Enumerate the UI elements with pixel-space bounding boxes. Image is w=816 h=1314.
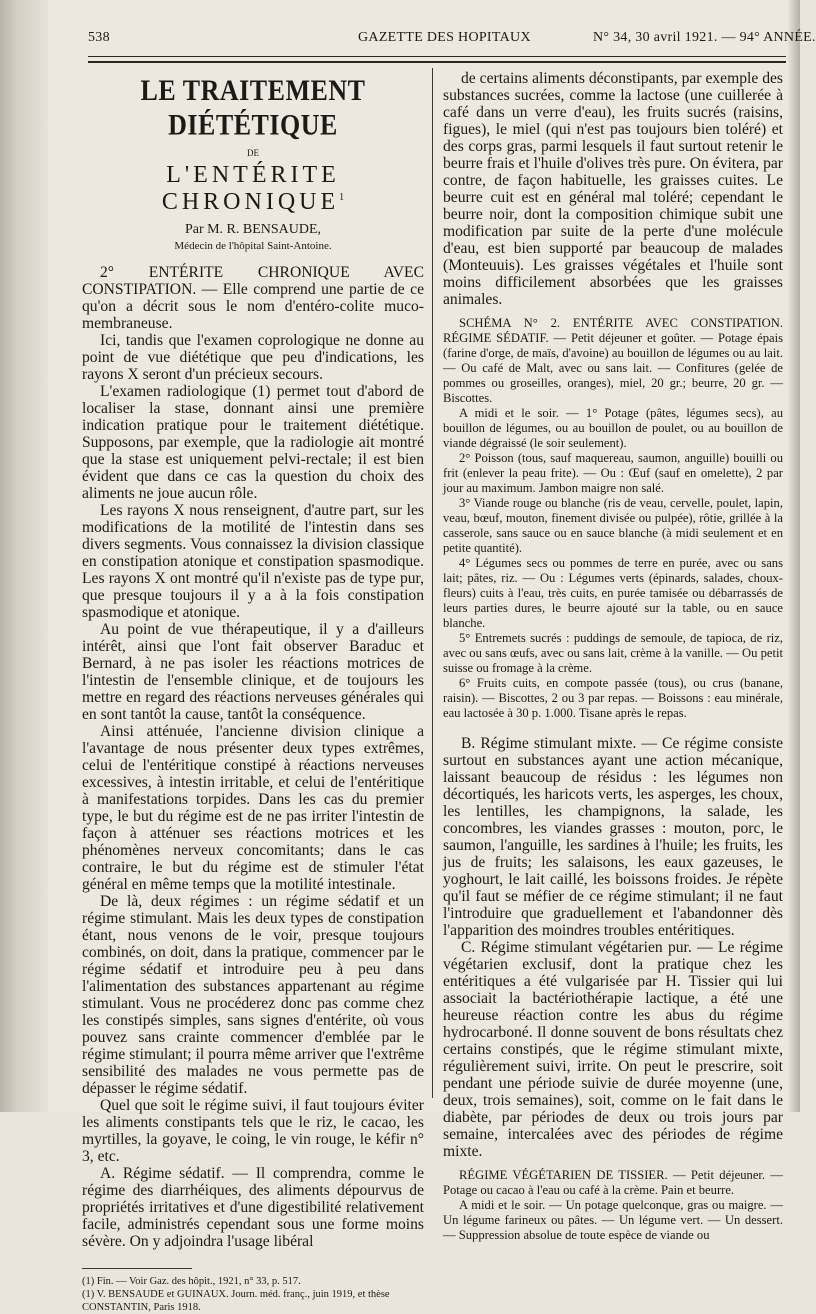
body-paragraph: B. Régime stimulant mixte. — Ce régime consiste surtout en substances ayant une action mécanique, laissant beaucoup de résidus : les légumes non décortiqués, les haricots verts, les asperges, les choux, les lentilles, les champignons, la salade, les concombres, les viandes grasses : mouton, porc, le saumon, l'anguille, les sardines à l'huile; les fruits, les jus de fruits; les salaisons, les eaux gazeuses, le yoghourt, le lait caillé, les boissons froides. Je répète qu'il faut se méfier de ce régime stimulant; il ne faut l'introduire que graduellement et l'abandonner dès l'apparition des moindres troubles entéritiques. <box>443 735 783 939</box>
right-column <box>443 70 783 1243</box>
author-affiliation: Médecin de l'hôpital Saint-Antoine. <box>174 240 332 252</box>
menu-paragraph: 4° Légumes secs ou pommes de terre en purée, avec ou sans lait; pâtes, riz. — Ou : Légumes verts (épinards, salades, choux-fleurs) cuits à l'eau, très cuits, en purée tamisée ou débarrassés de leurs parties dures, le beurre ajouté sur la table, ou en sauce blanche. <box>443 556 783 630</box>
left-body-text <box>82 264 424 1250</box>
body-paragraph: Les rayons X nous renseignent, d'autre part, sur les modifications de la motilité de l'intestin dans ses divers segments. Vous connaissez la division classique en constipation atonique et constipation spasmodique. Les rayons X ont montré qu'il n'existe pas de type pur, que presque toujours il y a à la fois constipation spasmodique et atonique. <box>82 502 424 621</box>
running-header <box>88 30 816 52</box>
footnote: (1) Fin. — Voir Gaz. des hôpit., 1921, n° 33, p. 517. <box>82 1276 301 1287</box>
menu-paragraph: 6° Fruits cuits, en compote passée (tous), ou crus (banane, raisin). — Biscottes, 2 ou 3 par repas. — Boissons : eau minérale, eau lactosée à 30 p. 1.000. Tisane après le repas. <box>443 676 783 720</box>
article-title-de: DE <box>247 148 259 158</box>
body-paragraph: C. Régime stimulant végétarien pur. — Le régime végétarien exclusif, dont la pratique chez les entéritiques a été vulgarisée par H. Tissier qui lui associait la bactériothérapie lactique, a été une heureuse réaction contre les abus du régime hydrocarboné. Il donne souvent de bons résultats chez certains constipés, que le régime stimulant mixte, régulièrement suivi, irrite. On peut le prescrire, soit pendant une période suivie de durée moyenne (une, deux, trois semaines), soit, comme on le fait dans le diabète, par périodes de deux ou trois jours par semaine, intercalées avec des périodes de régime mixte. <box>443 939 783 1160</box>
article-title-line1: LE TRAITEMENT DIÉTÉTIQUE <box>140 73 366 142</box>
article-author: Par M. R. BENSAUDE, <box>184 222 322 237</box>
body-paragraph: Quel que soit le régime suivi, il faut toujours éviter les aliments constipants tels que le riz, le cacao, les myrtilles, la goyave, le coing, le vin rouge, le kéfir n° 3, etc. <box>82 1097 424 1165</box>
header-rule-thick <box>88 61 786 63</box>
body-paragraph: L'examen radiologique (1) permet tout d'abord de localiser la stase, donnant ainsi une première indication pratique pour le traitement diététique. Supposons, par exemple, que la radiologie ait montré que la stase est uniquement pelvi-rectale; il est bien évident que dans ce cas la question du choix des aliments ne joue aucun rôle. <box>82 383 424 502</box>
page-number: 538 <box>88 30 110 45</box>
title-note-marker: 1 <box>339 192 345 203</box>
menu-paragraph: RÉGIME VÉGÉTARIEN DE TISSIER. — Petit déjeuner. — Potage ou cacao à l'eau ou café à la crème. Pain et beurre. <box>443 1168 783 1197</box>
binding-gutter <box>0 0 48 1112</box>
right-body-middle <box>443 735 783 1160</box>
body-paragraph: de certains aliments déconstipants, par exemple des substances sucrées, comme la lactose (une cuillerée à café dans un verre d'eau), les fruits sucrés (raisins, figues), le miel (qui n'est pas toujours bien toléré) et des corps gras, parmi lesquels il faut surtout retenir le beurre frais et l'huile d'olives très pure. On évitera, par contre, de façon habituelle, les graisses cuites. Le beurre cuit est en général mal toléré; cependant le beurre noir, dont la composition chimique subit une modification par suite de la perte d'une molécule d'eau, est bien supporté par beaucoup de malades (Monteuuis). Les graisses végétales et l'huile sont moins difficilement absorbées que les graisses animales. <box>443 70 783 308</box>
body-paragraph: Au point de vue thérapeutique, il y a d'ailleurs intérêt, ainsi que l'ont fait observer Baraduc et Bernard, à ne pas isoler les réactions motrices de l'intestin de l'ensemble clinique, et de toujours les mettre en regard des réactions nerveuses générales qui en sont tantôt la cause, tantôt la conséquence. <box>82 621 424 723</box>
footnote-separator <box>82 1268 192 1269</box>
page-edge-shadow <box>788 0 800 1112</box>
right-body-top <box>443 70 783 308</box>
menu-paragraph: 5° Entremets sucrés : puddings de semoule, de tapioca, de riz, avec ou sans œufs, avec ou sans lait, crème à la vanille. — Ou petit suisse ou fromage à la crème. <box>443 631 783 675</box>
menu-paragraph: A midi et le soir. — Un potage quelconque, gras ou maigre. — Un légume farineux ou pâtes. — Un légume vert. — Un dessert. — Suppression absolue de toute espèce de viande ou <box>443 1198 783 1242</box>
header-rule-thin <box>88 56 786 57</box>
column-divider <box>432 68 433 1098</box>
body-paragraph: Ainsi atténuée, l'ancienne division clinique a l'avantage de nous présenter deux types extrêmes, celui de l'entéritique constipé à réactions nerveuses excessives, à intestin irritable, et celui de l'entéritique à manifestations torpides. Dans les cas du premier type, le but du régime est de ne pas irriter l'intestin de façon à atténuer ses réactions motrices et les phénomènes nerveux concomitants; dans le cas contraire, le but du régime est de stimuler l'état général en même temps que la motilité intestinale. <box>82 723 424 893</box>
footnotes <box>82 1275 424 1314</box>
menu-paragraph: A midi et le soir. — 1° Potage (pâtes, légumes secs), au bouillon de légumes, ou au bouillon de poulet, ou au bouillon de viande dégraissé (le soir seulement). <box>443 406 783 450</box>
schema-2-menu <box>443 316 783 721</box>
body-paragraph: A. Régime sédatif. — Il comprendra, comme le régime des diarrhéiques, des aliments dépourvus de propriétés irritatives et d'une digestibilité relativement facile, administrés cependant sous une forme moins sévère. On y adjoindra l'usage libéral <box>82 1165 424 1250</box>
body-paragraph: Ici, tandis que l'examen coprologique ne donne au point de vue diététique que peu d'indications, les rayons X seront d'un précieux secours. <box>82 332 424 383</box>
menu-paragraph: 3° Viande rouge ou blanche (ris de veau, cervelle, poulet, lapin, veau, bœuf, mouton, finement divisée ou pulpée), rôtie, grillée à la casserole, sans sauce ou en sauce blanche (à midi seulement et en petite quantité). <box>443 496 783 555</box>
footnote: (1) V. BENSAUDE et GUINAUX. Journ. méd. franç., juin 1919, et thèse CONSTANTIN, Paris 1918. <box>82 1289 390 1313</box>
left-column <box>82 72 424 1314</box>
issue-info: N° 34, 30 avril 1921. — 94° ANNÉE. <box>593 30 816 45</box>
tissier-menu <box>443 1168 783 1243</box>
menu-paragraph: 2° Poisson (tous, sauf maquereau, saumon, anguille) bouilli ou frit (enlever la peau frite). — Ou : Œuf (sauf en omelette), 2 par jour au maximum. Jambon maigre non salé. <box>443 451 783 495</box>
body-paragraph: 2° ENTÉRITE CHRONIQUE AVEC CONSTIPATION. — Elle comprend une partie de ce qu'on a décrit sous le nom d'entéro-colite muco-membraneuse. <box>82 264 424 332</box>
article-title-line2: L'ENTÉRITE CHRONIQUE$^1$ <box>161 162 345 215</box>
menu-paragraph: SCHÉMA N° 2. ENTÉRITE AVEC CONSTIPATION. RÉGIME SÉDATIF. — Petit déjeuner et goûter. — Potage épais (farine d'orge, de maïs, d'avoine) au bouillon de légumes ou au lait. — Ou café de Malt, avec ou sans lait. — Confitures (gelée de pommes ou groseilles, oranges), miel, 20 gr.; beurre, 20 gr. — Biscottes. <box>443 316 783 405</box>
body-paragraph: De là, deux régimes : un régime sédatif et un régime stimulant. Mais les deux types de constipation étant, nous venons de le voir, presque toujours combinés, on doit, dans la pratique, commencer par le régime sédatif et introduire peu à peu dans l'alimentation des substances appartenant au régime stimulant. Vous ne procéderez donc pas comme chez les constipés simples, sans signes d'entérite, où vous pouvez sans crainte commencer d'emblée par le régime stimulant; il pourra même arriver que l'extrême sensibilité des malades ne vous permette pas de dépasser le régime sédatif. <box>82 893 424 1097</box>
journal-name: GAZETTE DES HOPITAUX <box>358 30 531 45</box>
